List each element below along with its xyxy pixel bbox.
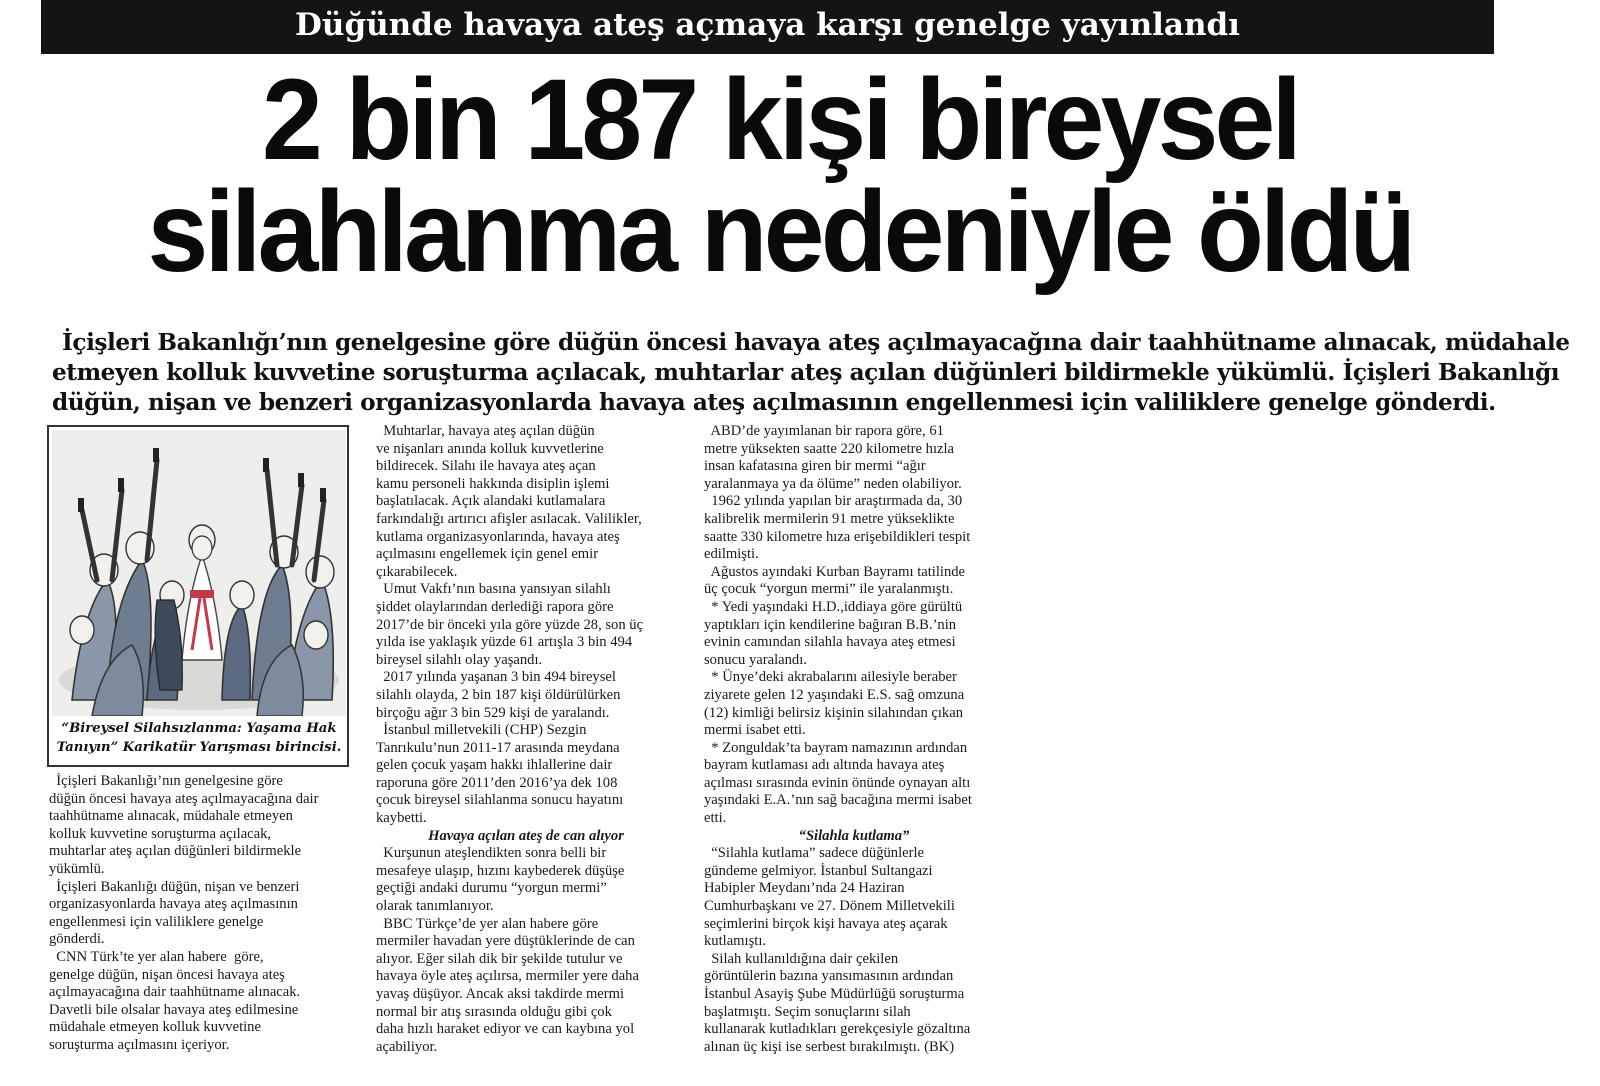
text-line: (12) kimliği belirsiz kişinin silahından çıkan xyxy=(704,704,963,721)
text-line: taahhütname alınacak, müdahale etmeyen xyxy=(49,808,293,825)
headline-line: silahlanma nedeniyle öldü xyxy=(147,168,1413,296)
text-line: * Yedi yaşındaki H.D.,iddiaya göre gürültü xyxy=(704,598,963,615)
text-line: 2017’de bir önceki yıla göre yüzde 28, son üç xyxy=(376,616,644,633)
text-line: yaralanmaya ya da ölüme” neden olabiliyor. xyxy=(704,475,962,492)
caption-line: “Bireysel Silahsızlanma: Yaşama Hak xyxy=(61,721,337,736)
text-line: havaya öyle ateş açılırsa, mermiler yere daha xyxy=(376,968,639,985)
text-line: soruşturma açılmasını içeriyor. xyxy=(49,1036,230,1053)
text-line: kolluk kuvvetine soruşturma açılacak, xyxy=(49,825,272,842)
text-line: insan kafatasına giren bir mermi “ağır xyxy=(704,458,926,475)
text-line: * Zonguldak’ta bayram namazının ardından xyxy=(704,739,968,756)
text-line: İçişleri Bakanlığı’nın genelgesine göre xyxy=(49,773,283,789)
text-line: etti. xyxy=(704,810,727,827)
text-line: Kurşunun ateşlendikten sonra belli bir xyxy=(376,845,607,862)
subheading: Havaya açılan ateş de can alıyor xyxy=(428,827,624,844)
text-line: bildirecek. Silahı ile havaya ateş açan xyxy=(376,458,596,475)
text-line: BBC Türkçe’de yer alan habere göre xyxy=(376,915,599,932)
text-line: İstanbul Asayiş Şube Müdürlüğü soruşturma xyxy=(704,986,965,1002)
text-line: kutlama organizasyonlarında, havaya ateş xyxy=(376,528,620,545)
text-line: açılmasını engellemek için genel emir xyxy=(376,546,599,563)
text-line: İçişleri Bakanlığı düğün, nişan ve benzeri xyxy=(49,878,300,895)
lead-line: etmeyen kolluk kuvvetine soruşturma açılacak, muhtarlar ateş açılan düğünleri bildirmekle yükümlü. İçişleri Bakanlığı xyxy=(52,359,1560,386)
text-line: ziyarete gelen 12 yaşındaki E.S. sağ omzuna xyxy=(704,686,965,703)
text-line: organizasyonlarda havaya ateş açılmasının xyxy=(49,896,298,913)
headline-line: 2 bin 187 kişi bireysel xyxy=(261,56,1299,184)
text-line: açılmayacağına dair taahhütname alınacak. xyxy=(49,984,301,1001)
text-line: mermiler havadan yere düştüklerinde de can xyxy=(376,933,635,950)
text-line: alınan üç kişi ise serbest bırakılmıştı. (BK) xyxy=(704,1038,955,1055)
text-line: mermi isabet etti. xyxy=(704,722,806,739)
text-line: bayram kutlaması adı altında havaya ateş xyxy=(704,757,945,774)
text-line: açabiliyor. xyxy=(376,1038,438,1055)
text-line: raporuna göre 2011’den 2016’ya dek 108 xyxy=(376,774,618,791)
text-line: çocuk bireysel silahlanma sonucu hayatını xyxy=(376,792,624,809)
text-line: Tanrıkulu’nun 2011-17 arasında meydana xyxy=(376,739,620,756)
text-line: sonucu yaralandı. xyxy=(704,651,807,668)
headline xyxy=(68,56,1493,296)
kicker-banner: Düğünde havaya ateş açmaya karşı genelge yayınlandı xyxy=(41,0,1494,54)
lead-line: İçişleri Bakanlığı’nın genelgesine göre düğün öncesi havaya ateş açılmayacağına dair taahhütname alınacak, müdahale xyxy=(62,329,1570,356)
text-line: metre yüksekten saatte 220 kilometre hızla xyxy=(704,440,955,457)
text-line: “Silahla kutlama” sadece düğünlerle xyxy=(704,845,925,862)
text-line: gelen çocuk yaşam hakkı ihlallerine dair xyxy=(376,757,613,774)
text-line: çıkarabilecek. xyxy=(376,563,458,580)
text-line: olarak tanımlanıyor. xyxy=(376,898,494,915)
text-line: kamu personeli hakkında disiplin işlemi xyxy=(376,475,610,492)
text-line: Cumhurbaşkanı ve 27. Dönem Milletvekili xyxy=(704,898,955,915)
text-line: Davetli bile olsalar havaya ateş edilmesine xyxy=(49,1001,299,1018)
text-line: yaptıkları için kendilerine bağıran B.B.’nin xyxy=(704,616,957,633)
subheading: “Silahla kutlama” xyxy=(798,827,910,844)
text-line: gönderdi. xyxy=(49,931,105,948)
text-line: muhtarlar ateş açılan düğünleri bildirmekle xyxy=(49,843,302,860)
text-line: evinin camından silahla havaya ateş etmesi xyxy=(704,634,956,651)
text-line: kaybetti. xyxy=(376,810,427,827)
text-line: müdahale etmeyen kolluk kuvvetine xyxy=(49,1019,261,1036)
article-column-1 xyxy=(49,773,349,1055)
text-line: bireysel silahlı olay yaşandı. xyxy=(376,651,543,668)
caption-line: Tanıyın” Karikatür Yarışması birincisi. xyxy=(56,740,342,755)
text-line: alıyor. Eğer silah dik bir şekilde tutulur ve xyxy=(376,950,623,967)
text-line: yükümlü. xyxy=(49,860,105,877)
text-line: İstanbul milletvekili (CHP) Sezgin xyxy=(376,722,587,739)
article-column-2 xyxy=(376,423,676,1056)
text-line: Umut Vakfı’nın basına yansıyan silahlı xyxy=(376,581,611,598)
text-line: başlatılacak. Açık alandaki kutlamalara xyxy=(376,493,606,510)
text-line: kutlamıştı. xyxy=(704,933,767,950)
lead-paragraph xyxy=(52,328,1570,418)
text-line: CNN Türk’te yer alan habere göre, xyxy=(49,948,264,965)
text-line: Ağustos ayındaki Kurban Bayramı tatilinde xyxy=(704,563,966,580)
text-line: yılda ise yaklaşık yüzde 61 artışla 3 bin 494 xyxy=(376,634,633,651)
text-line: üç çocuk “yorgun mermi” ile yaralanmıştı. xyxy=(704,581,954,598)
text-line: yavaş düşüyor. Ancak aksi takdirde mermi xyxy=(376,986,625,1002)
text-line: birçoğu ağır 3 bin 529 kişi de yaralandı. xyxy=(376,704,610,721)
text-line: mesafeye ulaşıp, hızını kaybederek düşüşe xyxy=(376,862,625,879)
text-line: saatte 330 kilometre hıza erişebildikleri tespit xyxy=(704,528,971,545)
text-line: kullanarak kutladıkları gerekçesiyle gözaltına xyxy=(704,1021,971,1038)
text-line: * Ünye’deki akrabalarını ailesiyle beraber xyxy=(704,669,957,686)
text-line: silahlı olayda, 2 bin 187 kişi öldürülürken xyxy=(376,686,621,703)
text-line: daha hızlı haraket ediyor ve can kaybına yol xyxy=(376,1021,635,1038)
photo-caption xyxy=(53,719,345,757)
text-line: başlatmıştı. Seçim sonuçlarını silah xyxy=(704,1003,911,1020)
text-line: edilmişti. xyxy=(704,546,759,563)
photo-box xyxy=(47,425,349,767)
article-column-3 xyxy=(704,423,1004,1056)
text-line: yaşındaki E.A.’nın sağ bacağına mermi isabet xyxy=(704,792,972,809)
text-line: görüntülerin bazına yansımasının ardından xyxy=(704,968,954,985)
text-line: gündeme gelmiyor. İstanbul Sultangazi xyxy=(704,862,933,879)
text-line: farkındalığı artırıcı afişler asılacak. Valilikler, xyxy=(376,510,642,527)
text-line: açılması sırasında evinin önünde oynayan altı xyxy=(704,774,971,791)
text-line: seçimlerini birçok kişi havaya ateş açarak xyxy=(704,915,948,932)
text-line: ABD’de yayımlanan bir rapora göre, 61 xyxy=(704,423,944,439)
text-line: düğün öncesi havaya ateş açılmayacağına dair xyxy=(49,790,319,807)
text-line: engellenmesi için valiliklere genelge xyxy=(49,913,264,930)
text-line: ve nişanları anında kolluk kuvvetlerine xyxy=(376,440,604,457)
text-line: Habipler Meydanı’nda 24 Haziran xyxy=(704,880,905,897)
text-line: normal bir atış sırasında olduğu gibi çok xyxy=(376,1003,612,1020)
cartoon-wedding-guns-illustration-icon xyxy=(52,430,346,716)
lead-line: düğün, nişan ve benzeri organizasyonlarda havaya ateş açılmasının engellenmesi için valiliklere genelge gönderdi. xyxy=(52,389,1496,416)
text-line: genelge düğün, nişan öncesi havaya ateş xyxy=(49,966,285,983)
text-line: 2017 yılında yaşanan 3 bin 494 bireysel xyxy=(376,669,616,686)
text-line: 1962 yılında yapılan bir araştırmada da, 30 xyxy=(704,493,963,510)
text-line: Silah kullanıldığına dair çekilen xyxy=(704,950,899,967)
text-line: şiddet olaylarından derlediği rapora göre xyxy=(376,598,614,615)
text-line: Muhtarlar, havaya ateş açılan düğün xyxy=(376,423,595,439)
text-line: geçtiği andaki durumu “yorgun mermi” xyxy=(376,880,607,897)
text-line: kalibrelik mermilerin 91 metre yükseklikte xyxy=(704,510,955,527)
